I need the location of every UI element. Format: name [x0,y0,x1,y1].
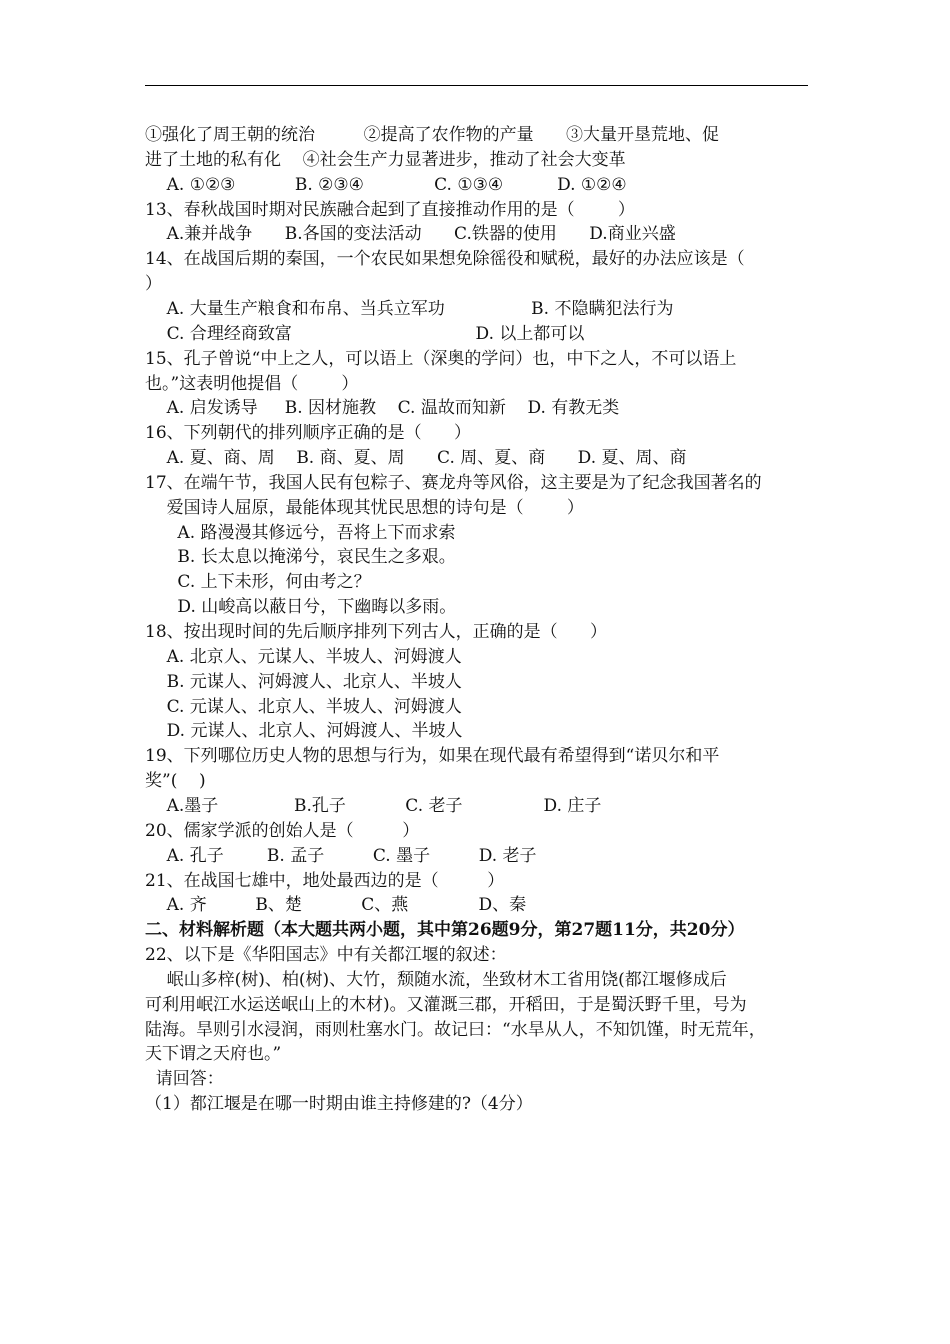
text-line: 13、春秋战国时期对民族融合起到了直接推动作用的是（ ） [145,199,635,220]
text-line: 天下谓之天府也。” [145,1044,282,1065]
text-line: 17、在端午节，我国人民有包粽子、赛龙舟等风俗，这主要是为了纪念我国著名的 [145,472,762,493]
text-line: D. 山峻高以蔽日兮，下幽晦以多雨。 [145,597,457,618]
text-line: C. 合理经商致富 D. 以上都可以 [145,323,585,344]
text-line: A. 北京人、元谋人、半坡人、河姆渡人 [145,646,462,667]
text-line: A.墨子 B.孔子 C. 老子 D. 庄子 [145,795,602,816]
text-line: 可利用岷江水运送岷山上的木材)。又灌溉三郡，开稻田，于是蜀沃野千里，号为 [145,994,747,1015]
text-line: 19、下列哪位历史人物的思想与行为，如果在现代最有希望得到“诺贝尔和平 [145,746,720,767]
text-line: 14、在战国后期的秦国，一个农民如果想免除徭役和赋税，最好的办法应该是（ [145,249,745,270]
text-line: 请回答： [145,1069,224,1090]
text-line: 21、在战国七雄中，地处最西边的是（ ） [145,870,505,891]
text-line: A. 夏、商、周 B. 商、夏、周 C. 周、夏、商 D. 夏、周、商 [145,448,687,469]
text-line: 奖”( ) [145,771,206,792]
text-line: A. 齐 B、楚 C、燕 D、秦 [145,895,527,916]
text-line: 进了土地的私有化 ④社会生产力显著进步，推动了社会大变革 [145,149,626,170]
text-line: A. 孔子 B. 孟子 C. 墨子 D. 老子 [145,845,537,866]
text-line: A.兼并战争 B.各国的变法活动 C.铁器的使用 D.商业兴盛 [145,224,676,245]
text-line: ） [145,274,162,295]
text-line: A. ①②③ B. ②③④ C. ①③④ D. ①②④ [145,174,627,195]
text-line: 爱国诗人屈原，最能体现其忧民思想的诗句是（ ） [145,497,584,518]
text-line: 18、按出现时间的先后顺序排列下列古人，正确的是（ ） [145,622,608,642]
text-line: 22、以下是《华阳国志》中有关都江堰的叙述： [145,945,507,966]
text-line: C. 上下未形，何由考之？ [145,572,371,593]
text-line: 15、孔子曾说“中上之人，可以语上（深奥的学问）也，中下之人，不可以语上 [145,348,737,369]
text-line: B. 元谋人、河姆渡人、北京人、半坡人 [145,671,462,692]
text-line: 也。”这表明他提倡（ ） [145,373,359,394]
text-line: 岷山多梓(树)、柏(树)、大竹，颓随水流，坐致材木工省用饶(都江堰修成后 [145,969,727,990]
text-line: C. 元谋人、北京人、半坡人、河姆渡人 [145,696,462,717]
header-rule [145,85,808,86]
text-line: D. 元谋人、北京人、河姆渡人、半坡人 [145,721,463,742]
text-line: ①强化了周王朝的统治 ②提高了农作物的产量 ③大量开垦荒地、促 [145,125,720,145]
text-line: 二、材料解析题（本大题共两小题，其中第26题9分，第27题11分，共20分） [145,920,745,941]
text-line: A. 大量生产粮食和布帛、当兵立军功 B. 不隐瞒犯法行为 [145,298,674,319]
text-line: 16、下列朝代的排列顺序正确的是（ ） [145,423,472,444]
text-line: B. 长太息以掩涕兮，哀民生之多艰。 [145,547,456,568]
text-line: A. 路漫漫其修远兮，吾将上下而求索 [145,522,456,543]
text-line: 20、儒家学派的创始人是（ ） [145,820,420,841]
text-line: （1）都江堰是在哪一时期由谁主持修建的?（4分） [145,1094,533,1115]
text-line: 陆海。旱则引水浸润，雨则杜塞水门。故记曰：“水旱从人，不知饥馑，时无荒年， [145,1019,766,1040]
text-line: A. 启发诱导 B. 因材施教 C. 温故而知新 D. 有教无类 [145,398,620,419]
